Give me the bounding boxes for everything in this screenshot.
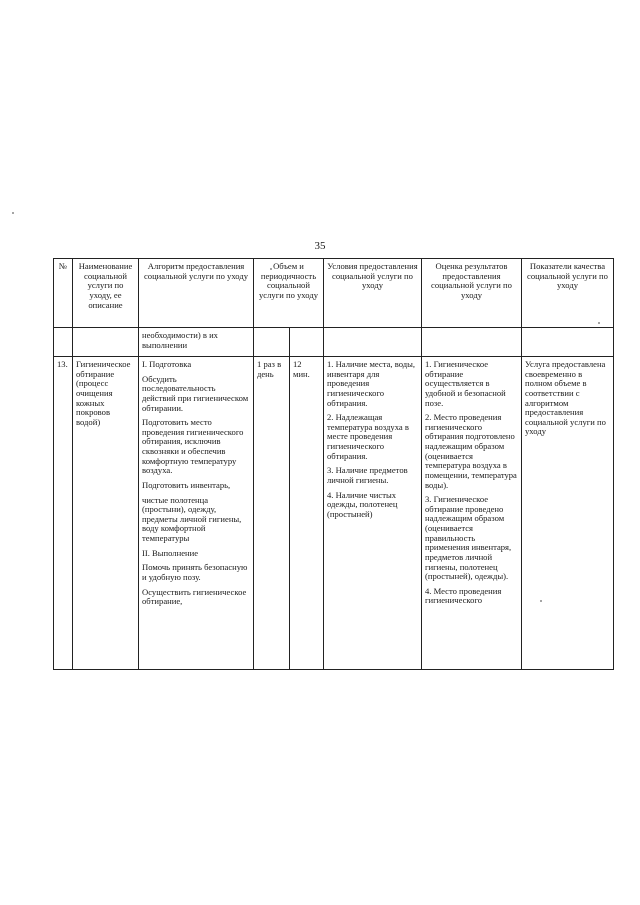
conditions-cell	[324, 357, 422, 670]
col-quality: Показатели качества социальной услуги по уходу	[522, 259, 614, 328]
algorithm-step: Осуществить гигиеническое обтирание,	[142, 586, 247, 607]
assessment-item: 4. Место проведения гигиенического	[425, 585, 502, 606]
condition-item: 1. Наличие места, воды, инвентаря для проведения гигиенического обтирания.	[327, 359, 416, 408]
algorithm-step: Подготовить место проведения гигиенического обтирания, исключив сквозняки и обеспечив комфортную температуру воздуха.	[142, 417, 244, 476]
algorithm-step: Обсудить последовательность действий при гигиеническом обтирании.	[142, 373, 249, 413]
assessment-item: 2. Место проведения гигиенического обтирания подготовлено надлежащим образом (оценивается температура воздуха в помещении, температура воды).	[425, 412, 517, 490]
scan-speck	[12, 212, 14, 214]
col-algorithm: Алгоритм предоставления социальной услуги по уходу	[139, 259, 254, 328]
assessment-item: 1. Гигиеническое обтирание осуществляется в удобной и безопасной позе.	[425, 359, 506, 408]
condition-item: 3. Наличие предметов личной гигиены.	[327, 465, 408, 485]
col-conditions: Условия предоставления социальной услуги по уходу	[324, 259, 422, 328]
table-row	[54, 357, 614, 670]
algorithm-step: I. Подготовка	[142, 359, 192, 369]
algorithm-step: Подготовить инвентарь,	[142, 479, 231, 490]
condition-item: 2. Надлежащая температура воздуха в месте проведения гигиенического обтирания.	[327, 412, 409, 461]
algorithm-step: II. Выполнение	[142, 547, 199, 558]
continuation-algorithm: необходимости) в их выполнении	[139, 328, 254, 357]
algorithm-step: чистые полотенца (простыни), одежду, предметы личной гигиены, воду комфортной температуры	[142, 494, 242, 543]
volume-frequency: 1 раз в день	[254, 357, 290, 670]
algorithm-cell	[139, 357, 254, 670]
volume-duration: 12 мин.	[290, 357, 324, 670]
col-number: №	[54, 259, 73, 328]
services-table	[53, 258, 614, 670]
quality-cell: Услуга предоставлена своевременно в полном объеме в соответствии с алгоритмом предоставления социальной услуги по уходу	[522, 357, 614, 670]
table-row	[54, 328, 614, 357]
row-number: 13.	[54, 357, 73, 670]
table-header	[54, 259, 614, 328]
condition-item: 4. Наличие чистых одежды, полотенец (простыней)	[327, 489, 398, 519]
col-assessment: Оценка результатов предоставления социальной услуги по уходу	[422, 259, 522, 328]
page-number: 35	[314, 240, 326, 252]
service-name: Гигиеническое обтирание (процесс очищения кожных покровов водой)	[73, 357, 139, 670]
assessment-cell	[422, 357, 522, 670]
col-volume: Объем и периодичность социальной услуги по уходу	[254, 259, 324, 328]
assessment-item: 3. Гигиеническое обтирание проведено надлежащим образом (оценивается правильность применения инвентаря, предметов личной гигиены, полотенец (простыней), одежды).	[425, 494, 512, 582]
algorithm-step: Помочь принять безопасную и удобную позу.	[142, 562, 248, 582]
col-name: Наименование социальной услуги по уходу, ее описание	[73, 259, 139, 328]
